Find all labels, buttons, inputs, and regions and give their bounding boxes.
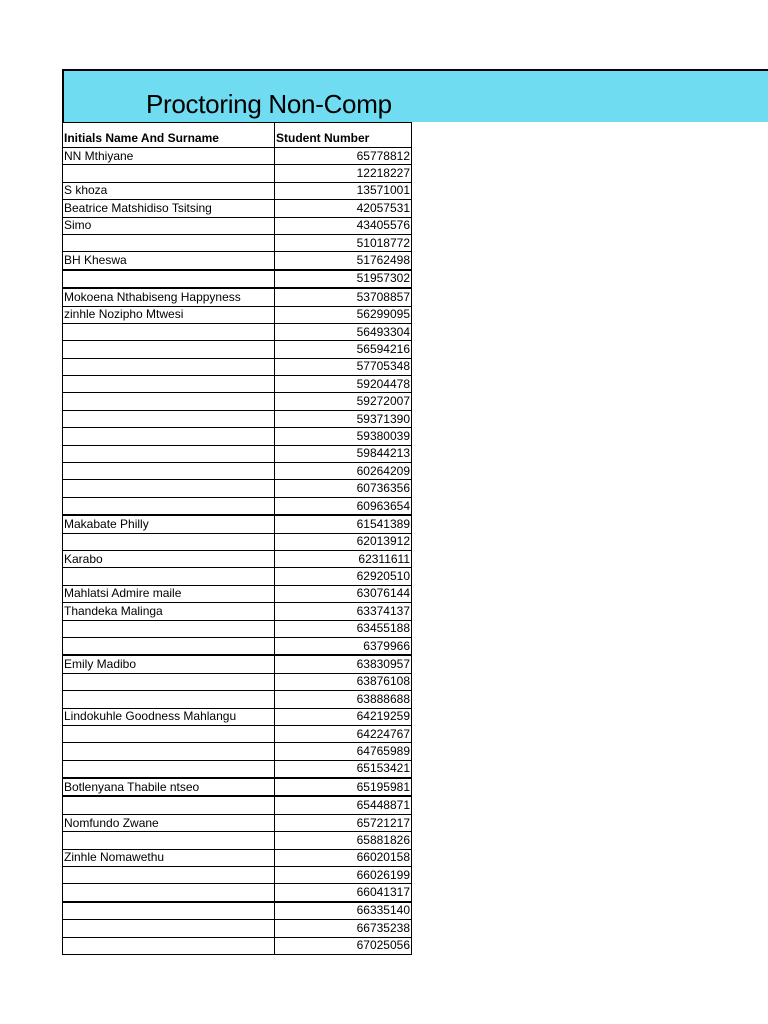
table-row <box>63 480 412 497</box>
table-row <box>63 603 412 620</box>
cell-student-number[interactable]: 64765989 <box>275 743 412 760</box>
cell-student-number[interactable]: 65195981 <box>275 778 412 796</box>
table-row <box>63 725 412 742</box>
table-row <box>63 849 412 866</box>
table-row <box>63 884 412 902</box>
table-row <box>63 288 412 306</box>
table-row <box>63 393 412 410</box>
table-row <box>63 655 412 673</box>
cell-student-number[interactable]: 43405576 <box>275 217 412 234</box>
title-band-left-border <box>62 71 64 122</box>
cell-name[interactable] <box>63 673 275 690</box>
cell-student-number[interactable]: 59380039 <box>275 428 412 445</box>
cell-student-number[interactable]: 66335140 <box>275 902 412 920</box>
table-row <box>63 358 412 375</box>
table-row <box>63 620 412 637</box>
table-row <box>63 568 412 585</box>
cell-student-number[interactable]: 12218227 <box>275 165 412 182</box>
table-row <box>63 182 412 199</box>
column-header-name: Initials Name And Surname <box>63 123 275 148</box>
cell-student-number[interactable]: 62920510 <box>275 568 412 585</box>
cell-name[interactable] <box>63 463 275 480</box>
table-row <box>63 376 412 393</box>
cell-student-number[interactable]: 59371390 <box>275 410 412 427</box>
cell-name[interactable] <box>63 637 275 655</box>
cell-student-number[interactable]: 66026199 <box>275 867 412 884</box>
table-row <box>63 585 412 602</box>
cell-name[interactable]: S khoza <box>63 182 275 199</box>
cell-student-number[interactable]: 63076144 <box>275 585 412 602</box>
cell-name[interactable] <box>63 796 275 814</box>
table-row <box>63 778 412 796</box>
cell-student-number[interactable]: 13571001 <box>275 182 412 199</box>
cell-name[interactable] <box>63 884 275 902</box>
cell-name[interactable] <box>63 937 275 954</box>
column-header-student-number: Student Number <box>275 123 412 148</box>
cell-name[interactable] <box>63 902 275 920</box>
table-row <box>63 533 412 550</box>
cell-student-number[interactable]: 60963654 <box>275 497 412 515</box>
cell-student-number[interactable]: 62013912 <box>275 533 412 550</box>
cell-student-number[interactable]: 42057531 <box>275 200 412 217</box>
table-row <box>63 814 412 831</box>
cell-student-number[interactable]: 59204478 <box>275 376 412 393</box>
table-row <box>63 550 412 567</box>
cell-name[interactable]: Makabate Philly <box>63 515 275 533</box>
cell-name[interactable]: zinhle Nozipho Mtwesi <box>63 306 275 323</box>
cell-name[interactable] <box>63 497 275 515</box>
page-title: Proctoring Non-Comp <box>146 89 392 119</box>
cell-student-number[interactable]: 56299095 <box>275 306 412 323</box>
cell-name[interactable]: Lindokuhle Goodness Mahlangu <box>63 708 275 725</box>
cell-student-number[interactable]: 57705348 <box>275 358 412 375</box>
table-row <box>63 463 412 480</box>
cell-student-number[interactable]: 66041317 <box>275 884 412 902</box>
cell-name[interactable] <box>63 410 275 427</box>
table-row <box>63 902 412 920</box>
table-row <box>63 148 412 165</box>
cell-student-number[interactable]: 63888688 <box>275 691 412 708</box>
cell-name[interactable]: Nomfundo Zwane <box>63 814 275 831</box>
cell-name[interactable] <box>63 165 275 182</box>
cell-student-number[interactable]: 62311611 <box>275 550 412 567</box>
title-band <box>62 69 768 122</box>
cell-name[interactable]: Thandeka Malinga <box>63 603 275 620</box>
table-row <box>63 673 412 690</box>
cell-student-number[interactable]: 59272007 <box>275 393 412 410</box>
cell-name[interactable]: BH Kheswa <box>63 252 275 270</box>
table-row <box>63 428 412 445</box>
table-row <box>63 341 412 358</box>
cell-name[interactable]: NN Mthiyane <box>63 148 275 165</box>
cell-name[interactable] <box>63 270 275 288</box>
table-row <box>63 306 412 323</box>
cell-student-number[interactable]: 63830957 <box>275 655 412 673</box>
cell-student-number[interactable]: 51957302 <box>275 270 412 288</box>
cell-name[interactable] <box>63 376 275 393</box>
table-row <box>63 796 412 814</box>
table-row <box>63 200 412 217</box>
table-row <box>63 445 412 462</box>
cell-student-number[interactable]: 67025056 <box>275 937 412 954</box>
cell-student-number[interactable]: 64219259 <box>275 708 412 725</box>
cell-name[interactable]: Mokoena Nthabiseng Happyness <box>63 288 275 306</box>
table-row <box>63 920 412 937</box>
table-row <box>63 497 412 515</box>
cell-name[interactable] <box>63 428 275 445</box>
cell-name[interactable] <box>63 234 275 251</box>
cell-student-number[interactable]: 64224767 <box>275 725 412 742</box>
cell-student-number[interactable]: 61541389 <box>275 515 412 533</box>
cell-student-number[interactable]: 56594216 <box>275 341 412 358</box>
cell-student-number[interactable]: 66020158 <box>275 849 412 866</box>
cell-name[interactable]: Beatrice Matshidiso Tsitsing <box>63 200 275 217</box>
table-row <box>63 760 412 778</box>
cell-name[interactable] <box>63 920 275 937</box>
cell-name[interactable]: Botlenyana Thabile ntseo <box>63 778 275 796</box>
student-table <box>62 122 412 955</box>
cell-student-number[interactable]: 51018772 <box>275 234 412 251</box>
cell-name[interactable] <box>63 691 275 708</box>
cell-name[interactable] <box>63 743 275 760</box>
table-row <box>63 937 412 954</box>
cell-student-number[interactable]: 66735238 <box>275 920 412 937</box>
cell-student-number[interactable]: 6379966 <box>275 637 412 655</box>
cell-student-number[interactable]: 65721217 <box>275 814 412 831</box>
table-row <box>63 515 412 533</box>
cell-student-number[interactable]: 59844213 <box>275 445 412 462</box>
cell-name[interactable] <box>63 867 275 884</box>
cell-name[interactable]: Simo <box>63 217 275 234</box>
table-row <box>63 165 412 182</box>
table-row <box>63 252 412 270</box>
cell-student-number[interactable]: 60264209 <box>275 463 412 480</box>
cell-student-number[interactable]: 65778812 <box>275 148 412 165</box>
cell-name[interactable] <box>63 341 275 358</box>
cell-name[interactable] <box>63 725 275 742</box>
cell-name[interactable] <box>63 620 275 637</box>
cell-student-number[interactable]: 63374137 <box>275 603 412 620</box>
table-row <box>63 323 412 340</box>
table-row <box>63 867 412 884</box>
cell-name[interactable] <box>63 760 275 778</box>
cell-student-number[interactable]: 65153421 <box>275 760 412 778</box>
table-row <box>63 691 412 708</box>
cell-student-number[interactable]: 53708857 <box>275 288 412 306</box>
cell-name[interactable]: Zinhle Nomawethu <box>63 849 275 866</box>
cell-name[interactable]: Emily Madibo <box>63 655 275 673</box>
cell-student-number[interactable]: 56493304 <box>275 323 412 340</box>
cell-student-number[interactable]: 65881826 <box>275 832 412 849</box>
cell-name[interactable] <box>63 445 275 462</box>
cell-name[interactable] <box>63 832 275 849</box>
table-row <box>63 217 412 234</box>
cell-name[interactable] <box>63 323 275 340</box>
cell-student-number[interactable]: 60736356 <box>275 480 412 497</box>
table-row <box>63 637 412 655</box>
cell-student-number[interactable]: 63876108 <box>275 673 412 690</box>
cell-name[interactable] <box>63 533 275 550</box>
cell-name[interactable] <box>63 480 275 497</box>
cell-name[interactable] <box>63 358 275 375</box>
cell-student-number[interactable]: 65448871 <box>275 796 412 814</box>
table-row <box>63 270 412 288</box>
cell-name[interactable]: Karabo <box>63 550 275 567</box>
cell-name[interactable] <box>63 393 275 410</box>
cell-name[interactable]: Mahlatsi Admire maile <box>63 585 275 602</box>
cell-name[interactable] <box>63 568 275 585</box>
cell-student-number[interactable]: 51762498 <box>275 252 412 270</box>
cell-student-number[interactable]: 63455188 <box>275 620 412 637</box>
table-row <box>63 708 412 725</box>
header-row <box>63 123 412 148</box>
table-row <box>63 410 412 427</box>
table-row <box>63 832 412 849</box>
table-row <box>63 234 412 251</box>
table-row <box>63 743 412 760</box>
